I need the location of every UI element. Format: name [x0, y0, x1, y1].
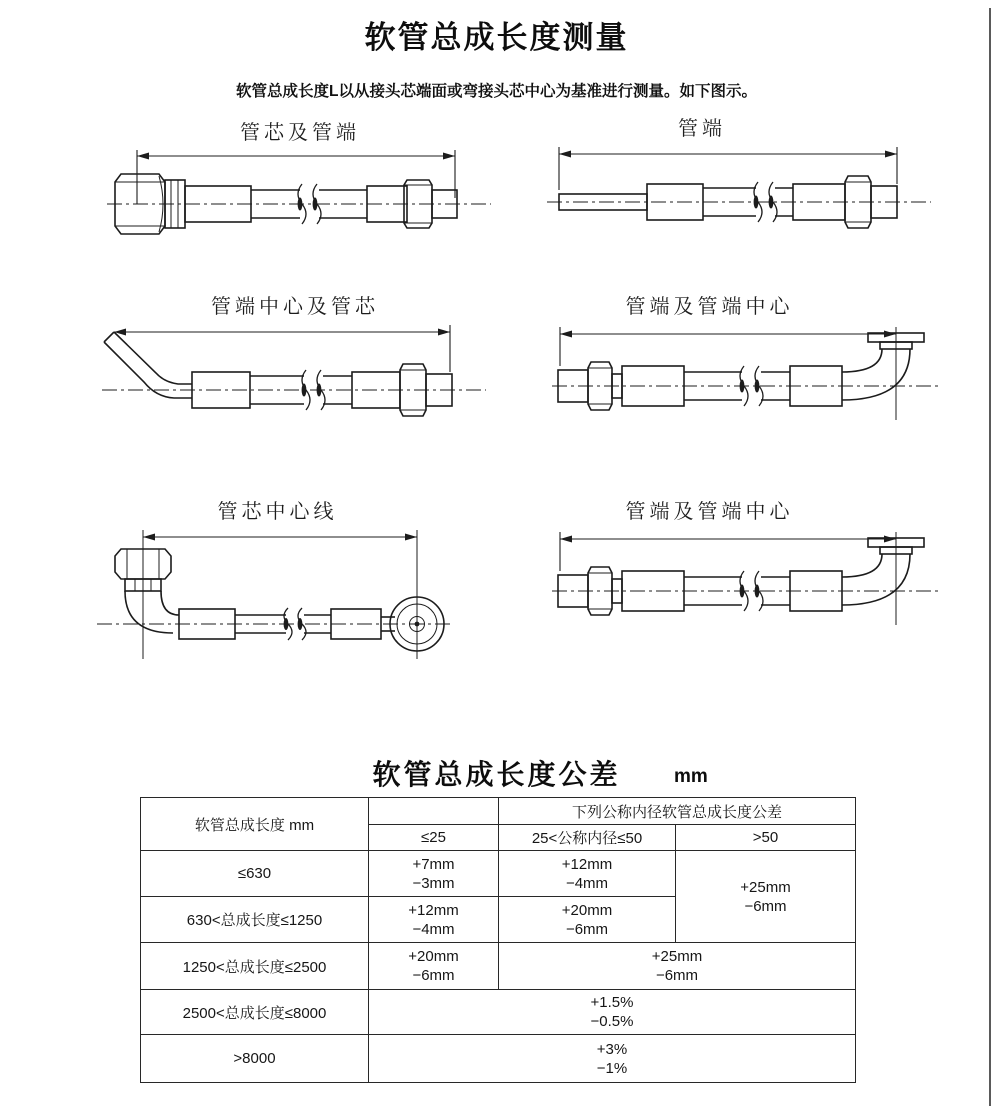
figure-core-centerline	[95, 495, 460, 665]
figure-label: 管端中心及管芯	[211, 296, 379, 318]
tolerance-cell: +20mm −6mm	[499, 897, 676, 943]
intro-text: 软管总成长度L以从接头芯端面或弯接头芯中心为基准进行测量。如下图示。	[236, 83, 757, 100]
tolerance-cell: +25mm −6mm	[499, 943, 856, 990]
group-header-cell: 下列公称内径软管总成长度公差	[499, 798, 856, 825]
hose-diagram-core-and-tube-end	[105, 146, 495, 246]
figure-tube-end	[545, 112, 935, 242]
hose-diagram-elbow-flange	[550, 320, 945, 425]
length-range-cell: 2500<总成长度≤8000	[141, 990, 369, 1035]
table-unit: mm	[674, 766, 708, 787]
tolerance-cell: +25mm −6mm	[676, 851, 856, 943]
tolerance-cell: +7mm −3mm	[369, 851, 499, 897]
page-title: 软管总成长度测量	[364, 20, 629, 55]
tolerance-table	[140, 797, 856, 1083]
figure-tube-end-center-and-core	[100, 290, 490, 425]
figure-tube-end-and-elbow-center	[550, 290, 945, 425]
length-range-cell: 630<总成长度≤1250	[141, 897, 369, 943]
figure-label: 管端及管端中心	[625, 501, 794, 523]
length-range-cell: >8000	[141, 1035, 369, 1083]
page-edge-line	[989, 8, 991, 1106]
bore-header-cell: 25<公称内径≤50	[499, 825, 676, 851]
tolerance-cell: +12mm −4mm	[499, 851, 676, 897]
figure-tube-end-and-elbow-center-2	[550, 495, 945, 630]
length-range-cell: ≤630	[141, 851, 369, 897]
tolerance-cell: +20mm −6mm	[369, 943, 499, 990]
hose-diagram-bent-tube	[100, 320, 490, 425]
table-title: 软管总成长度公差	[372, 759, 621, 790]
length-range-cell: 1250<总成长度≤2500	[141, 943, 369, 990]
figure-label: 管芯及管端	[240, 122, 360, 144]
hose-diagram-elbow-banjo	[95, 525, 460, 665]
hose-diagram-tube-end	[545, 142, 935, 242]
tolerance-cell: +12mm −4mm	[369, 897, 499, 943]
tolerance-cell: +1.5% −0.5%	[369, 990, 856, 1035]
bore-header-cell: >50	[676, 825, 856, 851]
length-column-header: 软管总成长度 mm	[141, 798, 369, 851]
figure-label: 管芯中心线	[217, 501, 338, 523]
bore-header-cell: ≤25	[369, 825, 499, 851]
empty-header-cell	[369, 798, 499, 825]
figure-label: 管端及管端中心	[625, 296, 794, 318]
tolerance-cell: +3% −1%	[369, 1035, 856, 1083]
figure-core-and-tube-end	[105, 116, 495, 246]
figure-label: 管端	[678, 118, 726, 140]
hose-diagram-elbow-flange-2	[550, 525, 945, 630]
